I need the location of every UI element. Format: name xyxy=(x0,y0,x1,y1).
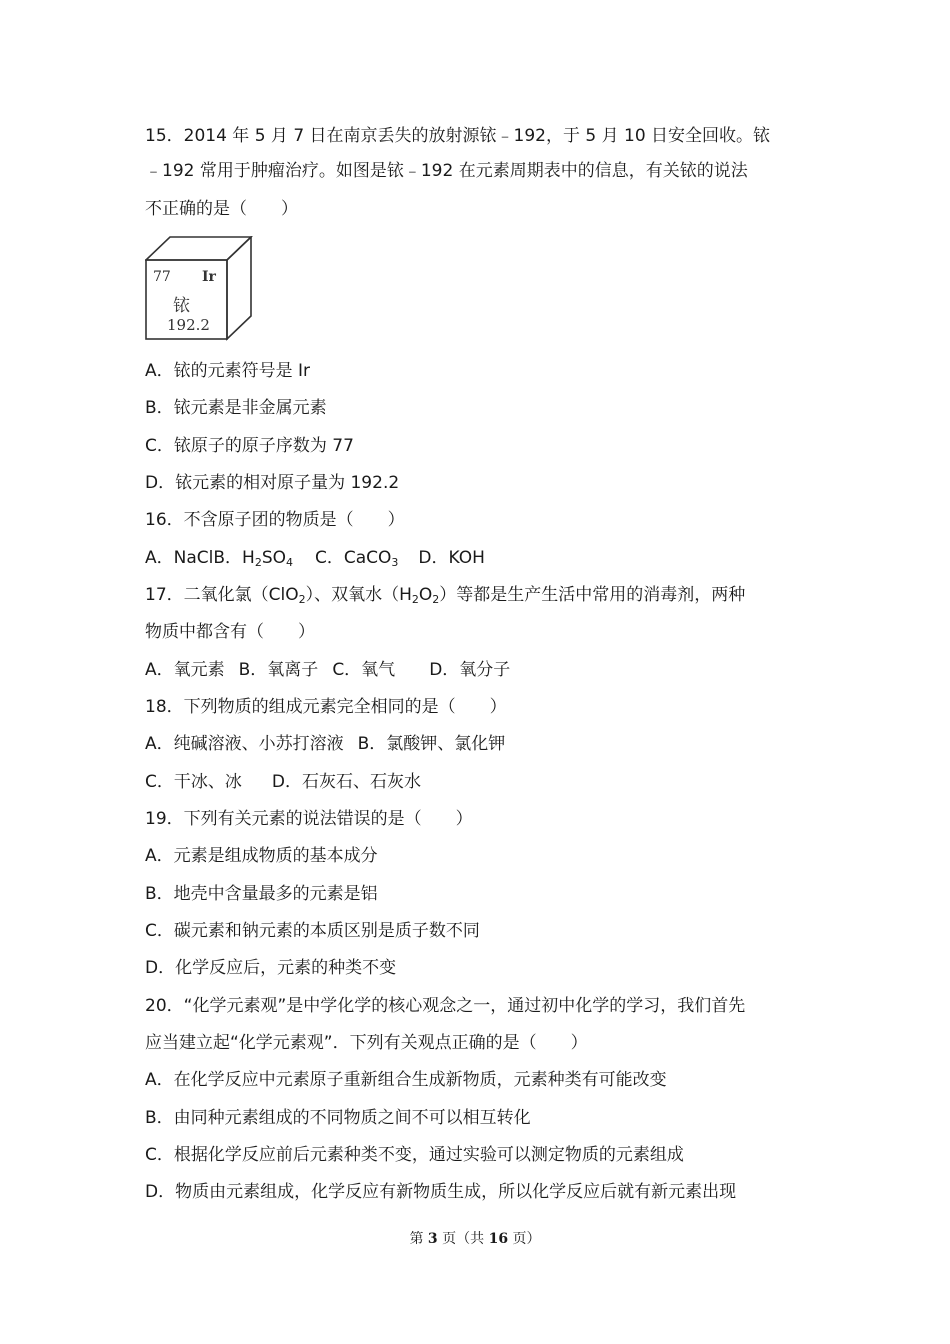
total-pages: 16 xyxy=(488,1231,509,1247)
element-symbol: Ir xyxy=(202,269,216,285)
q18-option-c: C．干冰、冰 xyxy=(145,772,242,792)
q18-options-row-2 xyxy=(145,771,421,793)
q16-option-d: D．KOH xyxy=(418,548,485,568)
atomic-mass: 192.2 xyxy=(167,316,210,334)
q15-line-1: 15．2014 年 5 月 7 日在南京丢失的放射源铱﹣192，于 5 月 10 日安全回收。铱 xyxy=(145,126,771,146)
q16-option-b: B．$H_2SO_4$ xyxy=(213,548,293,569)
q19-option-c: C．碳元素和钠元素的本质区别是质子数不同 xyxy=(145,921,480,941)
q20-option-d: D．物质由元素组成，化学反应有新物质生成，所以化学反应后就有新元素出现 xyxy=(145,1182,737,1202)
q15-line-3: 不正确的是（ ） xyxy=(145,199,298,219)
q16-options xyxy=(145,547,485,569)
q18-option-d: D．石灰石、石灰水 xyxy=(271,772,421,792)
q20-option-a: A．在化学反应中元素原子重新组合生成新物质，元素种类有可能改变 xyxy=(145,1070,667,1090)
current-page-number: 3 xyxy=(427,1231,438,1247)
q16-option-c: C．CaCO$_3$ xyxy=(314,548,399,569)
element-name: 铱 xyxy=(173,296,190,316)
q18-option-b: B．氯酸钾、氯化钾 xyxy=(357,734,506,754)
q19-option-d: D．化学反应后，元素的种类不变 xyxy=(145,958,397,978)
periodic-table-cell-figure xyxy=(145,236,253,342)
q18-options-row-1 xyxy=(145,733,505,755)
q17-line-1: 17．二氧化氯（ClO$_2$）、双氧水$(H_2O_2)$等都是生产生活中常用的消毒剂，两种 xyxy=(145,585,746,606)
q18-stem: 18．下列物质的组成元素完全相同的是（ ） xyxy=(145,697,507,717)
q15-option-b: B．铱元素是非金属元素 xyxy=(145,398,327,418)
q16-option-a: A．NaCl xyxy=(145,548,214,568)
q20-line-2: 应当建立起“化学元素观”．下列有关观点正确的是（ ） xyxy=(145,1033,588,1053)
q17-option-b: B．氧离子 xyxy=(238,660,319,680)
q17-option-d: D．氧分子 xyxy=(429,660,511,680)
q17-option-a: A．氧元素 xyxy=(145,660,225,680)
q19-stem: 19．下列有关元素的说法错误的是（ ） xyxy=(145,809,473,829)
q15-option-c: C．铱原子的原子序数为 77 xyxy=(145,436,354,456)
q20-option-c: C．根据化学反应前后元素种类不变，通过实验可以测定物质的元素组成 xyxy=(145,1145,684,1165)
q20-option-b: B．由同种元素组成的不同物质之间不可以相互转化 xyxy=(145,1108,531,1128)
q15-line-2: ﹣192 常用于肿瘤治疗。如图是铱﹣192 在元素周期表中的信息，有关铱的说法 xyxy=(145,161,748,181)
q19-option-a: A．元素是组成物质的基本成分 xyxy=(145,846,378,866)
q17-options xyxy=(145,659,510,681)
q15-option-a: A．铱的元素符号是 Ir xyxy=(145,361,311,381)
q15-option-d: D．铱元素的相对原子量为 192.2 xyxy=(145,473,400,493)
q18-option-a: A．纯碱溶液、小苏打溶液 xyxy=(145,734,344,754)
q16-stem: 16．不含原子团的物质是（ ） xyxy=(145,510,405,530)
atomic-number: 77 xyxy=(153,269,171,285)
page-footer: 第 3 页（共 16 页） xyxy=(409,1231,541,1247)
q17-line-2: 物质中都含有（ ） xyxy=(145,622,315,642)
q17-option-c: C．氧气 xyxy=(332,660,396,680)
q20-line-1: 20．“化学元素观”是中学化学的核心观念之一，通过初中化学的学习，我们首先 xyxy=(145,996,746,1016)
q19-option-b: B．地壳中含量最多的元素是铝 xyxy=(145,884,378,904)
